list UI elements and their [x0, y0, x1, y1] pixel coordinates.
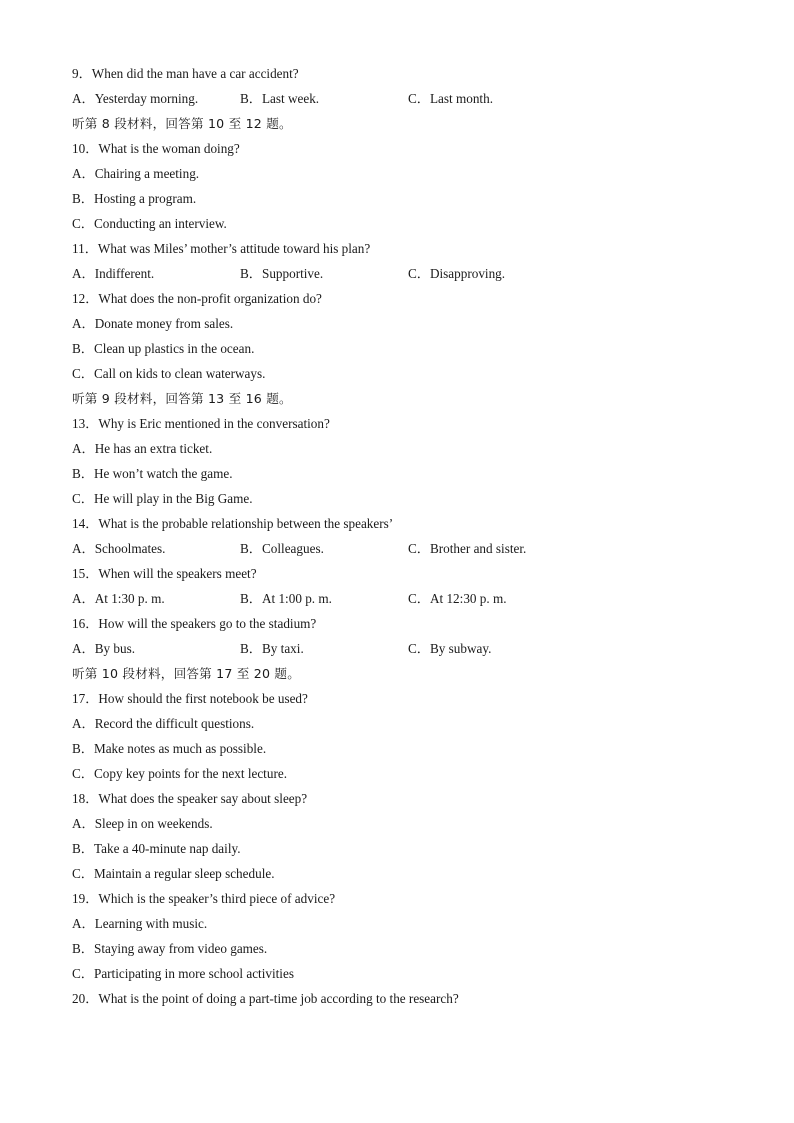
answer-options-row: [72, 261, 752, 286]
answer-options-row: [72, 586, 752, 611]
answer-option: B．Staying away from video games.: [72, 941, 268, 956]
answer-option-b: B．At 1:00 p. m.: [240, 591, 332, 606]
answer-option: A．He has an extra ticket.: [72, 441, 213, 456]
section-instruction: 听第 8 段材料，回答第 10 至 12 题。: [72, 116, 292, 131]
answer-option-a: A．Schoolmates.: [72, 541, 166, 556]
answer-option: C．Call on kids to clean waterways.: [72, 366, 266, 381]
answer-option: A．Chairing a meeting.: [72, 166, 200, 181]
answer-option: B．Hosting a program.: [72, 191, 197, 206]
answer-option: A．Learning with music.: [72, 916, 208, 931]
answer-options-row: [72, 536, 752, 561]
answer-option: C．Participating in more school activities: [72, 966, 294, 981]
answer-option-a: A．At 1:30 p. m.: [72, 591, 165, 606]
answer-option: B．Clean up plastics in the ocean.: [72, 341, 255, 356]
answer-option: C．He will play in the Big Game.: [72, 491, 253, 506]
answer-option-a: A．By bus.: [72, 641, 136, 656]
answer-option-b: B．Supportive.: [240, 266, 324, 281]
answer-option-c: C．Last month.: [408, 91, 493, 106]
question-text: 13．Why is Eric mentioned in the conversation?: [72, 416, 330, 431]
answer-options-row: [72, 636, 752, 661]
answer-option: A．Record the difficult questions.: [72, 716, 255, 731]
answer-option: B．Take a 40-minute nap daily.: [72, 841, 241, 856]
answer-option-b: B．Colleagues.: [240, 541, 324, 556]
question-text: 16．How will the speakers go to the stadium?: [72, 616, 317, 631]
answer-options-row: [72, 86, 752, 111]
answer-option-c: C．Brother and sister.: [408, 541, 527, 556]
question-text: 10．What is the woman doing?: [72, 141, 240, 156]
question-text: 15．When will the speakers meet?: [72, 566, 257, 581]
answer-option-b: B．Last week.: [240, 91, 320, 106]
section-instruction: 听第 10 段材料，回答第 17 至 20 题。: [72, 666, 301, 681]
question-text: 11．What was Miles’ mother’s attitude toward his plan?: [72, 241, 371, 256]
question-text: 17．How should the first notebook be used?: [72, 691, 308, 706]
question-text: 19．Which is the speaker’s third piece of advice?: [72, 891, 336, 906]
answer-option: A．Donate money from sales.: [72, 316, 234, 331]
answer-option-a: A．Yesterday morning.: [72, 91, 199, 106]
answer-option-b: B．By taxi.: [240, 641, 304, 656]
exam-page: [72, 61, 752, 1011]
question-text: 9．When did the man have a car accident?: [72, 66, 299, 81]
answer-option-c: C．Disapproving.: [408, 266, 506, 281]
answer-option: B．Make notes as much as possible.: [72, 741, 267, 756]
question-text: 14．What is the probable relationship between the speakers’: [72, 516, 394, 531]
answer-option: C．Maintain a regular sleep schedule.: [72, 866, 275, 881]
answer-option-a: A．Indifferent.: [72, 266, 155, 281]
question-text: 12．What does the non-profit organization do?: [72, 291, 322, 306]
answer-option-c: C．By subway.: [408, 641, 492, 656]
answer-option: B．He won’t watch the game.: [72, 466, 233, 481]
question-text: 20．What is the point of doing a part-time job according to the research?: [72, 991, 459, 1006]
answer-option: C．Conducting an interview.: [72, 216, 227, 231]
answer-option-c: C．At 12:30 p. m.: [408, 591, 507, 606]
answer-option: C．Copy key points for the next lecture.: [72, 766, 287, 781]
section-instruction: 听第 9 段材料，回答第 13 至 16 题。: [72, 391, 292, 406]
question-text: 18．What does the speaker say about sleep?: [72, 791, 308, 806]
answer-option: A．Sleep in on weekends.: [72, 816, 213, 831]
